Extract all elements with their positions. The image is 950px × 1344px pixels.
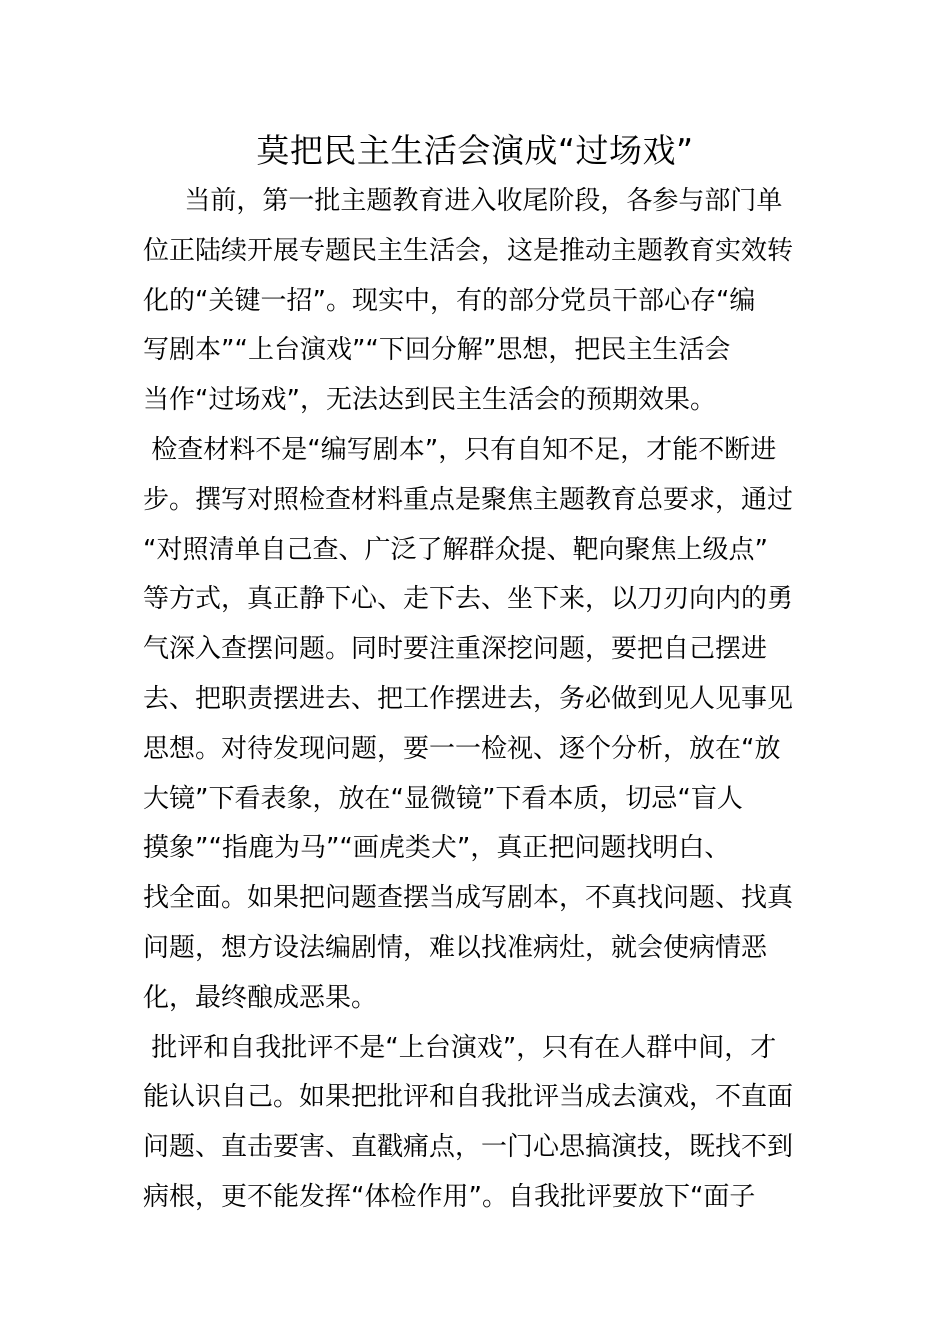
text-line: 问题、直击要害、直戳痛点，一门心思搞演技，既找不到: [143, 1132, 794, 1163]
text-line: 问题，想方设法编剧情，难以找准病灶，就会使病情恶: [143, 932, 768, 963]
text-line: 等方式，真正静下心、走下去、坐下来，以刀刃向内的勇: [143, 584, 794, 615]
text-line: 气深入查摆问题。同时要注重深挖问题，要把自己摆进: [143, 634, 768, 665]
text-line: 化，最终酿成恶果。: [143, 982, 378, 1013]
text-line: 能认识自己。如果把批评和自我批评当成去演戏，不直面: [143, 1082, 794, 1113]
text-line: 检查材料不是“编写剧本”，只有自知不足，才能不断进: [143, 434, 777, 465]
text-line: 位正陆续开展专题民主生活会，这是推动主题教育实效转: [143, 235, 794, 266]
text-line: 当作“过场戏”，无法达到民主生活会的预期效果。: [143, 385, 716, 416]
text-line: 摸象”“指鹿为马”“画虎类犬”，真正把问题找明白、: [143, 833, 731, 864]
text-line: 写剧本”“上台演戏”“下回分解”思想，把民主生活会: [143, 335, 731, 366]
text-line: 化的“关键一招”。现实中，有的部分党员干部心存“编: [143, 285, 756, 316]
text-line: 大镜”下看表象，放在“显微镜”下看本质，切忌“盲人: [143, 783, 743, 814]
text-line: 批评和自我批评不是“上台演戏”，只有在人群中间，才: [143, 1032, 777, 1063]
text-line: 当前，第一批主题教育进入收尾阶段，各参与部门单: [143, 186, 783, 216]
document-body: [143, 177, 811, 1223]
text-line: 思想。对待发现问题，要一一检视、逐个分析，放在“放: [143, 733, 781, 764]
document-title: 莫把民主生活会演成“过场戏”: [256, 131, 694, 170]
text-line: 找全面。如果把问题查摆当成写剧本，不真找问题、找真: [143, 883, 794, 914]
text-line: “对照清单自己查、广泛了解群众提、靶向聚焦上级点”: [143, 534, 768, 565]
text-line: 去、把职责摆进去、把工作摆进去，务必做到见人见事见: [143, 683, 794, 714]
text-line: 病根，更不能发挥“体检作用”。自我批评要放下“面子: [143, 1181, 756, 1212]
text-line: 步。撰写对照检查材料重点是聚焦主题教育总要求，通过: [143, 484, 794, 515]
